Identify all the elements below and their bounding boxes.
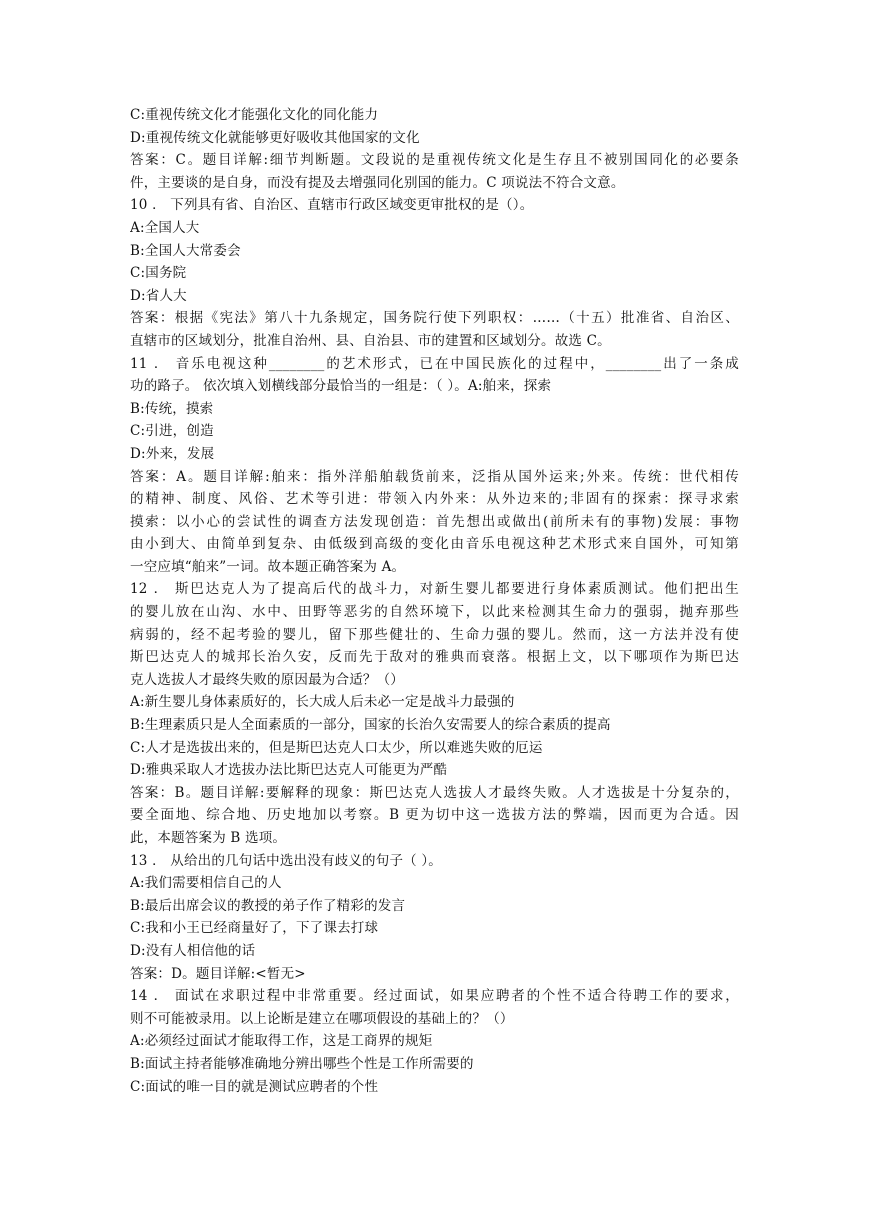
text-line: A:必须经过面试才能取得工作，这是工商界的规矩 [130,1033,433,1050]
text-line: A:全国人大 [130,219,200,236]
text-line: 答案：根据《宪法》第八十九条规定，国务院行使下列职权：……（十五）批准省、自治区、 [130,310,739,327]
text-line: B:生理素质只是人全面素质的一部分，国家的长治久安需要人的综合素质的提高 [130,717,611,734]
text-line: 13 ． 从给出的几句话中选出没有歧义的句子（ ）。 [130,852,443,869]
text-line: 摸索：以小心的尝试性的调查方法发现创造：首先想出或做出(前所未有的事物)发展：事物 [130,513,739,530]
text-line: A:新生婴儿身体素质好的，长大成人后未必一定是战斗力最强的 [130,694,515,711]
text-line: 克人选拔人才最终失败的原因最为合适？（） [130,671,404,688]
text-line: D:重视传统文化就能够更好吸收其他国家的文化 [130,129,420,146]
text-line: B:全国人大常委会 [130,242,241,259]
text-line: 10 ． 下列具有省、自治区、直辖市行政区域变更审批权的是（）。 [130,197,534,214]
text-line: D:雅典采取人才选拔办法比斯巴达克人可能更为严酷 [130,762,448,779]
text-line: 答案：A。题目详解:舶来：指外洋船舶载货前来，泛指从国外运来;外来。传统：世代相传 [130,468,739,485]
text-line: C:重视传统文化才能强化文化的同化能力 [130,107,379,123]
text-line: C:引进，创造 [130,423,214,440]
text-line: 要全面地、综合地、历史地加以考察。B 更为切中这一选拔方法的弊端，因而更为合适。因 [130,807,739,824]
text-line: 功的路子。 依次填入划横线部分最恰当的一组是：（ ）。A:舶来，探索 [130,378,552,395]
text-line: 件，主要谈的是自身，而没有提及去增强同化别国的能力。C 项说法不符合文意。 [130,174,625,191]
text-line: B:最后出席会议的教授的弟子作了精彩的发言 [130,897,406,914]
text-line: 斯巴达克人的城邦长治久安，反而先于敌对的雅典而衰落。根据上文，以下哪项作为斯巴达 [130,649,739,666]
text-line: D:省人大 [130,287,187,304]
text-line: C:面试的唯一目的就是测试应聘者的个性 [130,1078,379,1095]
text-line: 11 ． 音乐电视这种________的艺术形式，已在中国民族化的过程中，________出了一条成 [130,355,739,372]
text-line: 答案：C。题目详解:细节判断题。文段说的是重视传统文化是生存且不被别国同化的必要条 [130,152,739,169]
text-line: B:传统，摸索 [130,400,214,417]
text-line: 由小到大、由简单到复杂、由低级到高级的变化由音乐电视这种艺术形式来自国外，可知第 [130,536,739,553]
text-line: C:我和小王已经商量好了，下了课去打球 [130,920,379,937]
text-line: C:人才是选拔出来的，但是斯巴达克人口太少，所以难逃失败的厄运 [130,739,543,756]
document-body [130,104,739,1098]
text-line: 的精神、制度、风俗、艺术等引进：带领入内外来：从外边来的;非固有的探索：探寻求索 [130,491,739,508]
text-line: 病弱的，经不起考验的婴儿，留下那些健壮的、生命力强的婴儿。然而，这一方法并没有使 [130,626,739,643]
text-line: 的婴儿放在山沟、水中、田野等恶劣的自然环境下，以此来检测其生命力的强弱，抛弃那些 [130,604,739,621]
text-line: A:我们需要相信自己的人 [130,875,282,892]
text-line: 答案：D。题目详解:<暂无> [130,965,306,982]
text-line: 此，本题答案为 B 选项。 [130,830,287,846]
text-line: 12 ． 斯巴达克人为了提高后代的战斗力，对新生婴儿都要进行身体素质测试。他们把出生 [130,581,739,598]
text-line: 14 ． 面试在求职过程中非常重要。经过面试，如果应聘者的个性不适合待聘工作的要求， [130,988,739,1005]
text-line: 直辖市的区域划分，批准自治州、县、自治县、市的建置和区域划分。故选 C。 [130,332,611,349]
text-line: 答案：B。题目详解:要解释的现象：斯巴达克人选拔人才最终失败。人才选拔是十分复杂的， [130,784,739,801]
text-line: C:国务院 [130,265,187,282]
text-line: 一空应填“舶来”一词。故本题正确答案为 A。 [130,558,406,575]
text-line: D:没有人相信他的话 [130,942,256,959]
text-line: 则不可能被录用。以上论断是建立在哪项假设的基础上的？（） [130,1010,514,1027]
text-line: D:外来，发展 [130,445,215,462]
text-line: B:面试主持者能够准确地分辨出哪些个性是工作所需要的 [130,1055,474,1072]
